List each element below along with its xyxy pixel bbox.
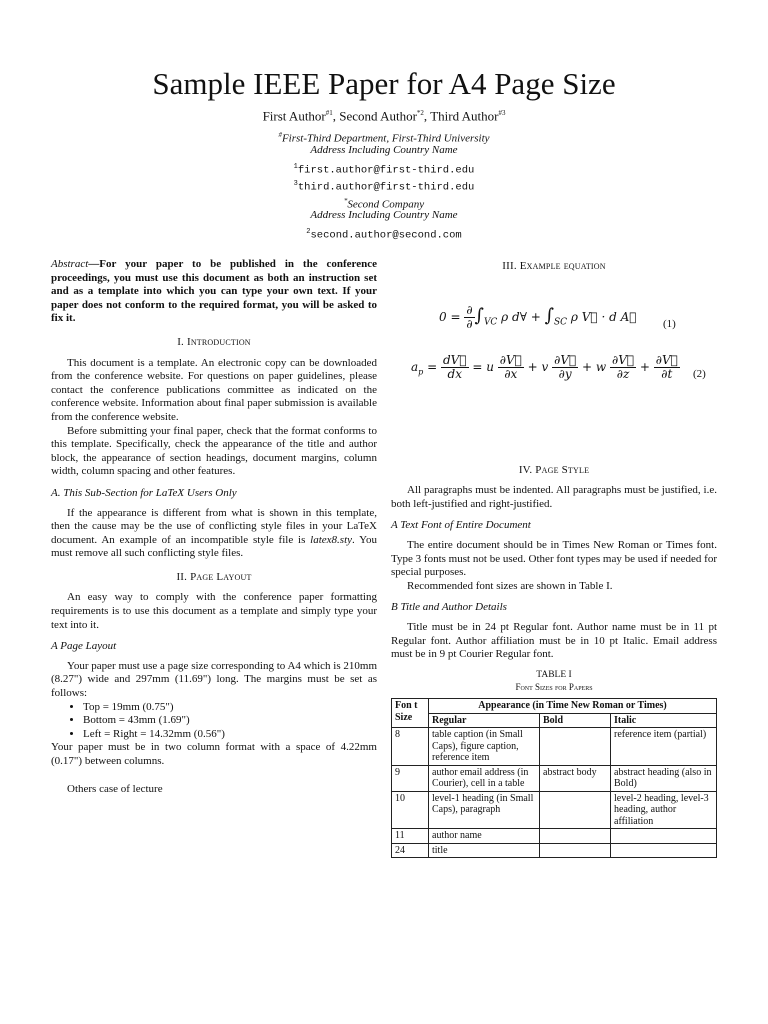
- table-subcaption: Font Sizes for Papers: [515, 681, 593, 692]
- table-cell-italic: [611, 829, 717, 844]
- affiliation-dept-sup: #: [278, 131, 282, 139]
- table-cell-regular: author name: [429, 829, 540, 844]
- right-column: [391, 258, 717, 858]
- latex-style-file: latex8.sty: [310, 533, 353, 546]
- table-cell-size: 9: [392, 765, 429, 791]
- section-2-heading: II. Page Layout: [176, 570, 252, 583]
- author-2: Second Author: [339, 108, 417, 124]
- page-layout-paragraph-2: Your paper must be in two column format with a space of 4.22mm (0.17") between columns.: [51, 741, 377, 767]
- abstract-text: For your paper to be published in the conference proceedings, you must use this document as both an instruction set and as a template into which you can type your own text. If your paper does not conform to the required format, you will be asked to fix it.: [51, 258, 377, 325]
- email-3-text: third.author@first-third.edu: [297, 181, 475, 194]
- margin-list: [51, 701, 377, 742]
- email-3-sup: 3: [293, 180, 298, 188]
- table-header-row: [392, 699, 717, 714]
- margin-list-item: • Left = Right = 14.32mm (0.56"): [83, 728, 377, 742]
- font-size-table: [391, 698, 717, 858]
- email-1: [0, 160, 768, 178]
- margin-list-item: • Top = 19mm (0.75"): [83, 701, 377, 715]
- table-caption: TABLE I: [536, 669, 572, 680]
- section-1-heading: I. Introduction: [177, 335, 251, 348]
- table-cell-regular: table caption (in Small Caps), figure caption, reference item: [429, 728, 540, 766]
- subsection-text-font-heading: A Text Font of Entire Document: [391, 519, 531, 532]
- table-header-bold: Bold: [540, 713, 611, 728]
- table-cell-bold: [540, 728, 611, 766]
- table-header-appearance: Appearance (in Time New Roman or Times): [429, 699, 717, 714]
- table-row: [392, 843, 717, 858]
- table-subheader-row: [392, 713, 717, 728]
- table-header-regular: Regular: [429, 713, 540, 728]
- email-1-text: first.author@first-third.edu: [297, 164, 475, 177]
- table-row: [392, 728, 717, 766]
- table-cell-italic: abstract heading (also in Bold): [611, 765, 717, 791]
- others-line: Others case of lecture: [67, 782, 163, 795]
- affiliation-dept-address: Address Including Country Name: [310, 144, 458, 156]
- margin-list-item: • Bottom = 43mm (1.69"): [83, 714, 377, 728]
- section-1-paragraph-1: This document is a template. An electronic copy can be downloaded from the conference website. For questions on paper guidelines, please contact the conference publications committee as indicated on the conference website. Information about final paper submission is available from the conference website.: [51, 356, 377, 423]
- table-cell-size: 11: [392, 829, 429, 844]
- table-row: [392, 765, 717, 791]
- author-2-sup: *2: [416, 109, 424, 117]
- email-2-text: second.author@second.com: [310, 229, 462, 242]
- section-4-paragraph: All paragraphs must be indented. All paragraphs must be justified, i.e. both left-justified and right-justified.: [391, 484, 717, 510]
- abstract-dash: —: [88, 258, 100, 270]
- equation-1-number: (1): [663, 317, 676, 330]
- section-1-paragraph-2: Before submitting your final paper, check that the format conforms to this template. Specifically, check the appearance of the title and author block, the appearance of section headings, document margins, column width, column spacing and other features.: [51, 424, 377, 478]
- subsection-latex-heading: A. This Sub-Section for LaTeX Users Only: [51, 486, 237, 499]
- table-cell-regular: title: [429, 843, 540, 858]
- equation-2: $a_p$ = $\frac{dV⃗}{dx}$ = u $\frac{\partial V⃗}{\partial x}$ + v $\frac{\partial V⃗}{\partial y}$ + w $\frac{\partial V⃗}{\partial z}$ + $\frac{\partial V⃗}{\partial t}$: [411, 352, 678, 381]
- author-3-sup: #3: [498, 109, 506, 117]
- table-cell-italic: level-2 heading, level-3 heading, author affiliation: [611, 791, 717, 829]
- table-cell-bold: abstract body: [540, 765, 611, 791]
- abstract: [51, 258, 377, 326]
- author-1: First Author: [262, 108, 326, 124]
- author-line: First Author$^{\#1}$, Second Author$^{*2}$, Third Author$^{\#3}$: [262, 108, 506, 124]
- table-row: [392, 829, 717, 844]
- table-cell-italic: reference item (partial): [611, 728, 717, 766]
- equation-2-number: (2): [693, 367, 706, 380]
- author-1-sup: #1: [325, 109, 333, 117]
- section-4-heading: IV. Page Style: [518, 463, 590, 476]
- table-cell-regular: author email address (in Courier), cell in a table: [429, 765, 540, 791]
- section-3-heading: III. Example equation: [502, 260, 606, 272]
- email-1-sup: 1: [293, 163, 298, 171]
- email-2-sup: 2: [306, 228, 311, 236]
- affiliation-company-address: Address Including Country Name: [310, 209, 458, 221]
- email-3: [0, 177, 768, 195]
- subsection-title-author-heading: B Title and Author Details: [391, 601, 507, 614]
- affiliation-company-text: Second Company: [347, 198, 425, 211]
- affiliation-company-sup: *: [343, 197, 348, 205]
- section-2-paragraph-1: An easy way to comply with the conference paper formatting requirements is to use this document as a template and simply type your text into it.: [51, 591, 377, 631]
- subsection-latex-paragraph: [51, 507, 377, 561]
- table-cell-size: 24: [392, 843, 429, 858]
- equation-1: 0 = $\frac{\partial}{\partial}$ $\int_{VC}$ ρ d∀ + $\int_{SC}$ ρ V⃗ · d A⃗: [439, 302, 637, 331]
- author-3: Third Author: [430, 108, 499, 124]
- table-cell-size: 10: [392, 791, 429, 829]
- table-row: [392, 791, 717, 829]
- equation-block: [391, 284, 717, 400]
- page-layout-paragraph-1: Your paper must use a page size corresponding to A4 which is 210mm (8.27") wide and 297mm (11.69") long. The margins must be set as follows:: [51, 659, 377, 700]
- table-header-font-size: Fon t Size: [392, 699, 429, 728]
- table-cell-bold: [540, 791, 611, 829]
- subsection-page-layout-heading: A Page Layout: [51, 640, 117, 653]
- table-cell-bold: [540, 843, 611, 858]
- latex-paragraph-end: . You must remove all such conflicting style files.: [51, 533, 377, 560]
- email-2: [0, 225, 768, 243]
- latex-paragraph-start: If the appearance is different from what is shown in this template, then the cause may be the use of conflicting style files in your LaTeX document. An example of an incompatible style file is: [51, 506, 377, 546]
- title-author-paragraph: Title must be in 24 pt Regular font. Author name must be in 11 pt Regular font. Author affiliation must be in 10 pt Italic. Email address must be in 9 pt Courier Regular font.: [391, 620, 717, 661]
- table-header-italic: Italic: [611, 713, 717, 728]
- table-cell-italic: [611, 843, 717, 858]
- table-cell-regular: level-1 heading (in Small Caps), paragraph: [429, 791, 540, 829]
- table-cell-bold: [540, 829, 611, 844]
- abstract-label: Abstract: [51, 258, 89, 270]
- affiliation-dept-text: First-Third Department, First-Third University: [281, 132, 490, 145]
- text-font-paragraph-2: Recommended font sizes are shown in Table I.: [407, 579, 613, 592]
- left-column: [51, 258, 377, 796]
- text-font-paragraph-1: The entire document should be in Times New Roman or Times font. Type 3 fonts must not be used. Other font types may be used if needed for special purposes.: [391, 538, 717, 579]
- page-title: Sample IEEE Paper for A4 Page Size: [152, 66, 616, 101]
- table-cell-size: 8: [392, 728, 429, 766]
